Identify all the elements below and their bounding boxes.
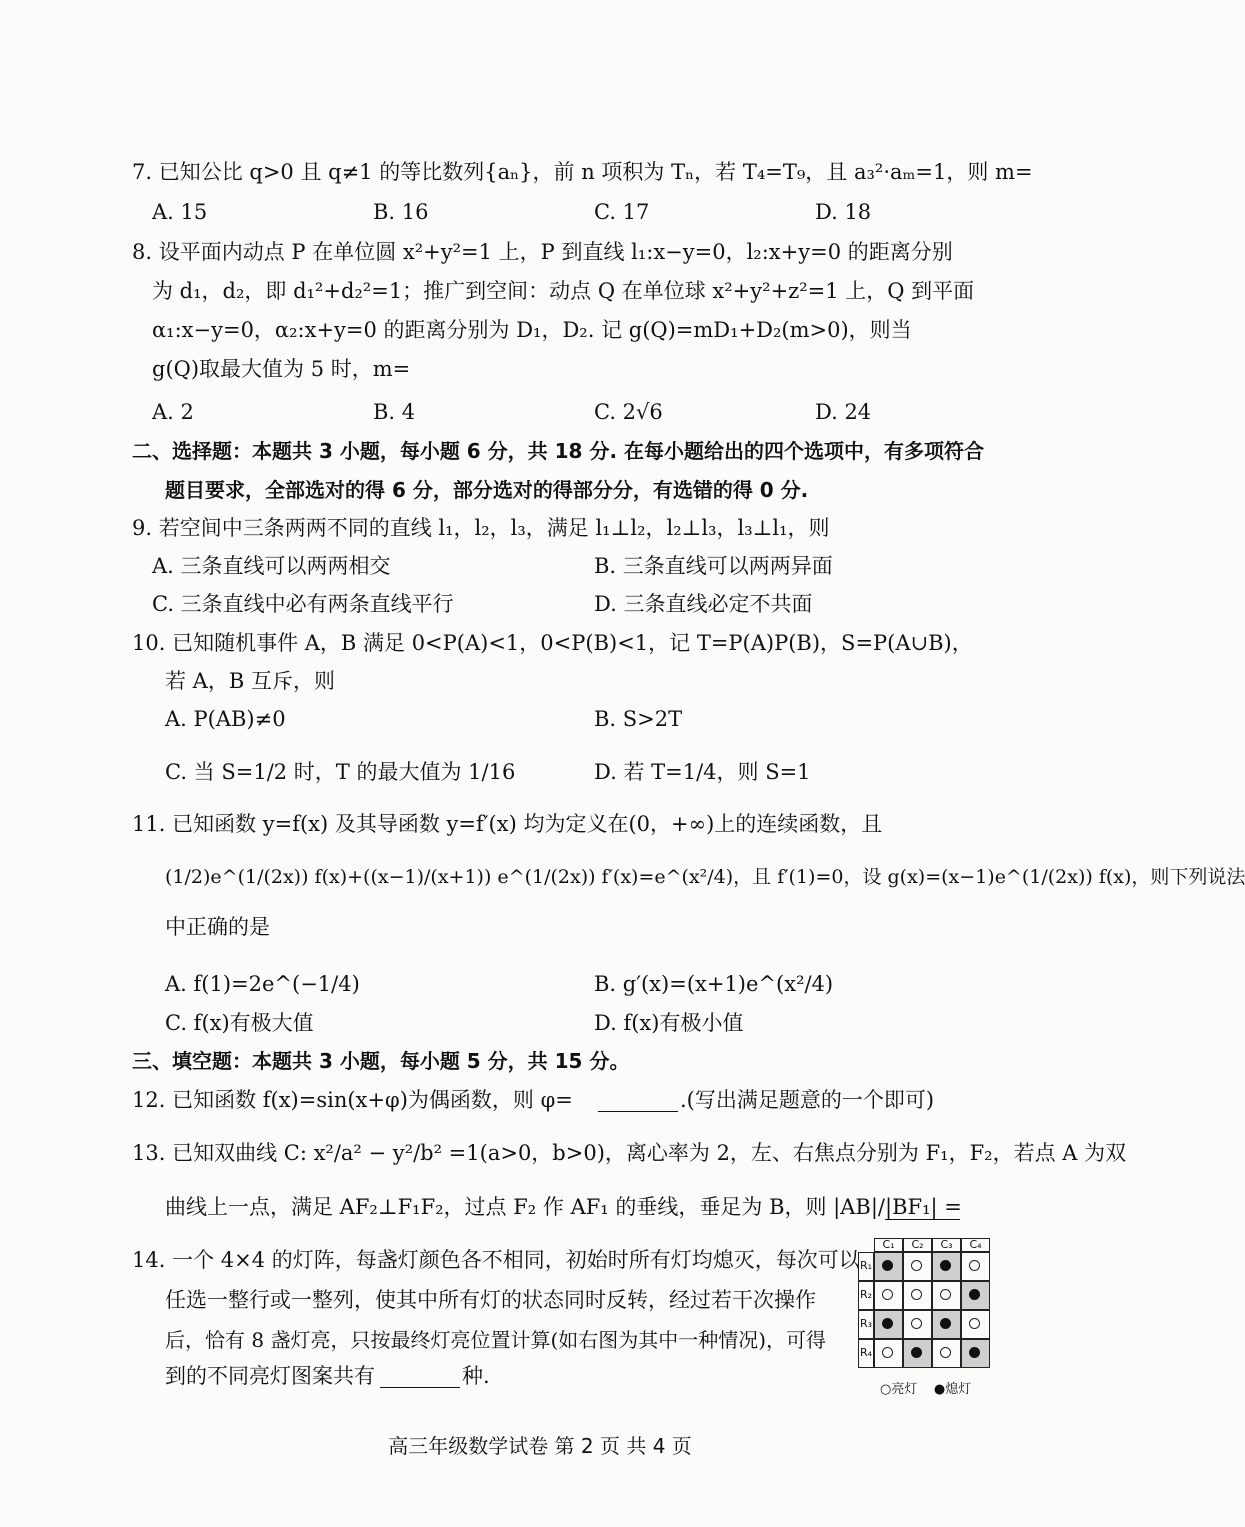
q8-line-1: 8. 设平面内动点 P 在单位圆 x²+y²=1 上，P 到直线 l₁:x−y=0，l₂:x+y=0 的距离分别 — [132, 240, 953, 264]
legend-off: ●熄灯 — [933, 1382, 972, 1397]
lamp-off-icon — [882, 1318, 893, 1329]
q14-tail: 种. — [462, 1364, 490, 1388]
grid-col-label: C₂ — [903, 1238, 932, 1252]
q11-option-a: A. f(1)=2e^(−1/4) — [165, 972, 360, 996]
lamp-cell — [903, 1310, 932, 1339]
lamp-off-icon — [940, 1260, 951, 1271]
lamp-cell — [961, 1281, 990, 1310]
q7-option-b: B. 16 — [373, 200, 429, 224]
legend-lit: ○亮灯 — [880, 1382, 918, 1397]
grid-col-label: C₄ — [961, 1238, 990, 1252]
q8-option-a: A. 2 — [152, 400, 194, 424]
q10-line-2: 若 A，B 互斥，则 — [165, 669, 335, 693]
lamp-cell — [961, 1310, 990, 1339]
q11-line-2: (1/2)e^(1/(2x)) f(x)+((x−1)/(x+1)) e^(1/(2x)) f′(x)=e^(x²/4)，且 f′(1)=0，设 g(x)=(x−1)e^(1/(2x)) f(x)，则下列说法 — [165, 866, 1245, 888]
q10-option-b: B. S>2T — [594, 707, 683, 731]
q14-line-2: 任选一整行或一整列，使其中所有灯的状态同时反转，经过若干次操作 — [165, 1288, 816, 1312]
lamp-cell — [874, 1252, 903, 1281]
lamp-off-icon — [940, 1318, 951, 1329]
q9-stem: 9. 若空间中三条两两不同的直线 l₁，l₂，l₃，满足 l₁⊥l₂，l₂⊥l₃，l₃⊥l₁，则 — [132, 516, 830, 540]
q10-option-c: C. 当 S=1/2 时，T 的最大值为 1/16 — [165, 760, 516, 784]
grid-row-label: R₂ — [858, 1281, 874, 1310]
q8-option-d: D. 24 — [815, 400, 872, 424]
lamp-cell — [874, 1281, 903, 1310]
section-2-header-line-2: 题目要求，全部选对的得 6 分，部分选对的得部分分，有选错的得 0 分. — [165, 478, 809, 502]
lamp-lit-icon — [911, 1318, 922, 1329]
grid-row-label: R₁ — [858, 1252, 874, 1281]
q10-option-d: D. 若 T=1/4，则 S=1 — [594, 760, 811, 784]
lamp-cell — [903, 1252, 932, 1281]
q8-option-b: B. 4 — [373, 400, 416, 424]
q13-answer-blank[interactable] — [885, 1218, 960, 1220]
q9-option-b: B. 三条直线可以两两异面 — [594, 554, 833, 578]
q10-line-1: 10. 已知随机事件 A，B 满足 0<P(A)<1，0<P(B)<1，记 T=P(A)P(B)，S=P(A∪B)， — [132, 631, 973, 655]
q11-option-b: B. g′(x)=(x+1)e^(x²/4) — [594, 972, 834, 996]
lamp-off-icon — [969, 1289, 980, 1300]
lamp-cell — [932, 1281, 961, 1310]
q9-option-d: D. 三条直线必定不共面 — [594, 592, 813, 616]
lamp-lit-icon — [940, 1347, 951, 1358]
q8-line-2: 为 d₁，d₂，即 d₁²+d₂²=1；推广到空间：动点 Q 在单位球 x²+y²+z²=1 上，Q 到平面 — [152, 279, 975, 303]
q9-option-c: C. 三条直线中必有两条直线平行 — [152, 592, 454, 616]
q9-option-a: A. 三条直线可以两两相交 — [152, 554, 391, 578]
lamp-lit-icon — [969, 1260, 980, 1271]
lamp-cell — [932, 1252, 961, 1281]
lamp-cell — [961, 1339, 990, 1368]
page-footer: 高三年级数学试卷 第 2 页 共 4 页 — [388, 1434, 692, 1458]
lamp-cell — [903, 1281, 932, 1310]
lamp-grid-legend — [880, 1378, 971, 1397]
q8-line-3: α₁:x−y=0，α₂:x+y=0 的距离分别为 D₁，D₂. 记 g(Q)=mD₁+D₂(m>0)，则当 — [152, 318, 912, 342]
grid-row-label: R₄ — [858, 1339, 874, 1368]
q13-line-1: 13. 已知双曲线 C: x²/a² − y²/b² =1(a>0，b>0)，离心率为 2，左、右焦点分别为 F₁，F₂，若点 A 为双 — [132, 1141, 1127, 1165]
lamp-lit-icon — [940, 1289, 951, 1300]
lamp-cell — [874, 1310, 903, 1339]
lamp-lit-icon — [969, 1318, 980, 1329]
lamp-off-icon — [969, 1347, 980, 1358]
section-3-header: 三、填空题：本题共 3 小题，每小题 5 分，共 15 分。 — [132, 1049, 630, 1073]
q12-stem: 12. 已知函数 f(x)=sin(x+φ)为偶函数，则 φ= — [132, 1088, 573, 1112]
q12-tail: .(写出满足题意的一个即可) — [680, 1088, 935, 1112]
q8-option-c: C. 2√6 — [594, 400, 663, 424]
q11-line-1: 11. 已知函数 y=f(x) 及其导函数 y=f′(x) 均为定义在(0，+∞)上的连续函数，且 — [132, 812, 883, 836]
q12-answer-blank[interactable] — [598, 1110, 678, 1112]
q14-line-4: 到的不同亮灯图案共有 — [165, 1364, 375, 1388]
q14-line-1: 14. 一个 4×4 的灯阵，每盏灯颜色各不相同，初始时所有灯均熄灭，每次可以 — [132, 1248, 860, 1272]
grid-col-label: C₃ — [932, 1238, 961, 1252]
lamp-lit-icon — [882, 1347, 893, 1358]
lamp-cell — [903, 1339, 932, 1368]
section-2-header-line-1: 二、选择题：本题共 3 小题，每小题 6 分，共 18 分. 在每小题给出的四个选项中，有多项符合 — [132, 439, 985, 463]
lamp-lit-icon — [911, 1289, 922, 1300]
lamp-cell — [932, 1310, 961, 1339]
grid-col-label: C₁ — [874, 1238, 903, 1252]
q13-line-2: 曲线上一点，满足 AF₂⊥F₁F₂，过点 F₂ 作 AF₁ 的垂线，垂足为 B，则 |AB|/|BF₁| = — [165, 1195, 962, 1219]
q8-line-4: g(Q)取最大值为 5 时，m= — [152, 357, 411, 381]
lamp-off-icon — [882, 1260, 893, 1271]
lamp-off-icon — [911, 1347, 922, 1358]
q7-option-d: D. 18 — [815, 200, 872, 224]
q14-answer-blank[interactable] — [380, 1386, 460, 1388]
q11-option-d: D. f(x)有极小值 — [594, 1011, 744, 1035]
q10-option-a: A. P(AB)≠0 — [165, 707, 286, 731]
q11-option-c: C. f(x)有极大值 — [165, 1011, 314, 1035]
q7-option-c: C. 17 — [594, 200, 650, 224]
q7-option-a: A. 15 — [152, 200, 208, 224]
q7-stem: 7. 已知公比 q>0 且 q≠1 的等比数列{aₙ}，前 n 项积为 Tₙ，若 T₄=T₉，且 a₃²·aₘ=1，则 m= — [132, 160, 1033, 184]
q14-line-3: 后，恰有 8 盏灯亮，只按最终灯亮位置计算(如右图为其中一种情况)，可得 — [165, 1328, 827, 1352]
q11-line-3: 中正确的是 — [165, 915, 270, 939]
lamp-cell — [874, 1339, 903, 1368]
lamp-cell — [932, 1339, 961, 1368]
lamp-lit-icon — [911, 1260, 922, 1271]
grid-row-label: R₃ — [858, 1310, 874, 1339]
lamp-cell — [961, 1252, 990, 1281]
lamp-lit-icon — [882, 1289, 893, 1300]
